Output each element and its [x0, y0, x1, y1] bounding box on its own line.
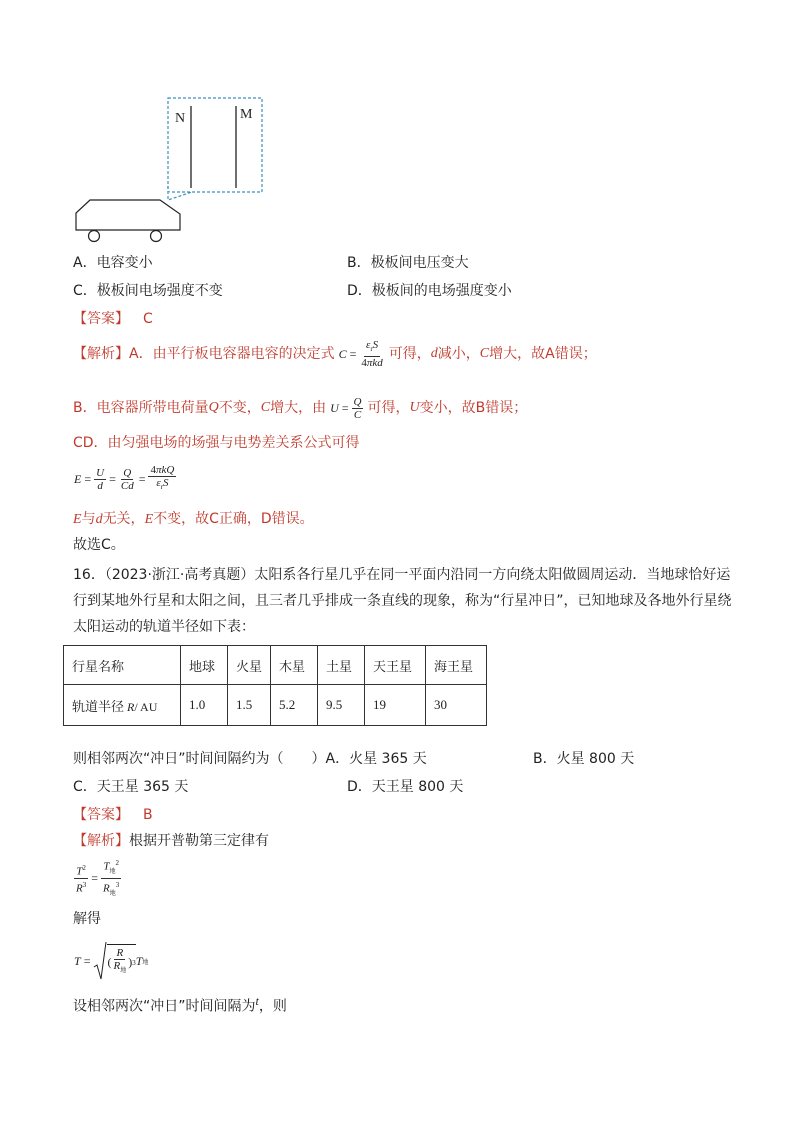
var-t: t [255, 994, 259, 1008]
q16-stem-line2: 行到某地外行星和太阳之间，且三者几乎排成一条直线的现象，称为“行星冲日”，已知地球及各地外行星绕 [73, 593, 732, 609]
var-r: R [127, 699, 135, 714]
table-cell: 1.0 [181, 685, 228, 726]
var-e: E [144, 512, 154, 527]
table-cell: 9.5 [318, 685, 365, 726]
analysis-q15-line4 [73, 510, 314, 529]
option-b: B．火星 800 天 [533, 751, 635, 767]
analysis-text: 不变， [218, 400, 261, 416]
var-d: d [430, 346, 438, 361]
q16-question [73, 750, 427, 768]
capacitance-formula: C = $\frac{\varepsilon_rS}{\text{4πkd}}$ [338, 339, 383, 369]
table-row [64, 646, 487, 685]
analysis-text: 根据开普勒第三定律有 [129, 833, 269, 849]
plate-m-label: M [240, 107, 253, 122]
var-u: U [409, 400, 420, 415]
analysis-text: 减小， [437, 346, 480, 362]
option-a: A．电容变小 [73, 255, 153, 271]
analysis-q15-line2 [73, 390, 527, 426]
callout-pointer [168, 186, 192, 200]
car-body [76, 200, 180, 230]
q16-stem-line1: 16．（2023·浙江·高考真题）太阳系各行星几乎在同一平面内沿同一方向绕太阳做圆周运动．当地球恰好运 [73, 567, 731, 583]
table-header-cell [64, 685, 181, 726]
unit-label: / AU [134, 699, 158, 714]
planet-radius-table [63, 645, 487, 726]
solve-label: 解得 [73, 911, 101, 927]
car-wheel-right [151, 231, 162, 242]
analysis-text: 增大，故A错误； [489, 346, 597, 362]
table-cell: 木星 [271, 646, 318, 685]
table-cell: 火星 [228, 646, 271, 685]
option-d: D．极板间的电场强度变小 [347, 283, 512, 299]
option-c: C．极板间电场强度不变 [73, 283, 223, 299]
table-cell: 30 [426, 685, 487, 726]
field-formula: E = $\frac{U}{d}$ = $\frac{Q}{Cd}$ = $\frac{\text{4πkQ}}{\varepsilon_rS}$ [74, 464, 175, 492]
question-text: 则相邻两次“冲日”时间间隔约为（ ） [73, 751, 326, 767]
analysis-text: 可得， [388, 346, 431, 362]
answer-q15 [73, 310, 153, 328]
table-cell: 天王星 [365, 646, 426, 685]
var-e: E [73, 512, 82, 527]
analysis-label: 【解析】 [73, 346, 129, 362]
q16-stem-line3: 太阳运动的轨道半径如下表： [73, 619, 255, 635]
analysis-text: 增大，由 [270, 400, 327, 416]
analysis-text: 可得， [367, 400, 410, 416]
analysis-text: 设相邻两次“冲日”时间间隔为 [73, 998, 256, 1015]
analysis-q15-line1 [73, 336, 597, 372]
answer-label: 【答案】 [73, 807, 129, 823]
analysis-q16-last [73, 992, 287, 1016]
voltage-formula: U = $\frac{Q}{C}$ [330, 395, 362, 421]
table-header-cell: 行星名称 [64, 646, 181, 685]
option-c: C．天王星 365 天 [73, 779, 189, 795]
var-q: Q [208, 400, 219, 415]
sqrt-symbol [93, 941, 107, 981]
period-formula: T = ( $\frac{R}{R_地}$ ) 3 T 地 [74, 938, 148, 984]
analysis-label: 【解析】 [73, 833, 129, 849]
analysis-text: ，则 [258, 998, 287, 1015]
table-cell: 5.2 [271, 685, 318, 726]
table-cell: 地球 [181, 646, 228, 685]
analysis-q16-line1 [73, 832, 269, 850]
table-cell: 19 [365, 685, 426, 726]
answer-q16 [73, 806, 153, 824]
analysis-text: 变小，故B错误； [419, 400, 528, 416]
var-d: d [95, 512, 103, 527]
row-label: 轨道半径 [72, 699, 125, 715]
conclusion-q15: 故选C。 [73, 537, 125, 553]
var-c: C [479, 346, 490, 361]
option-d: D．天王星 800 天 [347, 779, 464, 795]
option-b: B．极板间电压变大 [347, 255, 469, 271]
analysis-text: 与 [81, 511, 96, 527]
analysis-q15-line3: CD．由匀强电场的场强与电势差关系公式可得 [73, 435, 360, 451]
table-cell: 土星 [318, 646, 365, 685]
analysis-text: B．电容器所带电荷量 [73, 400, 209, 416]
plate-n-label: N [175, 111, 186, 126]
analysis-text: A．由平行板电容器电容的决定式 [129, 346, 335, 362]
car-wheel-left [89, 231, 100, 242]
kepler-formula: $\frac{T^2}{R^3}$ = $\frac{T_地^2}{R_地^3}$ [76, 858, 120, 897]
capacitor-car-diagram [72, 96, 272, 246]
table-row [64, 685, 487, 726]
analysis-text: 无关， [102, 511, 145, 527]
answer-label: 【答案】 [73, 311, 129, 327]
analysis-text: 不变，故C正确，D错误。 [153, 511, 314, 527]
table-cell: 海王星 [426, 646, 487, 685]
answer-value: C [143, 311, 153, 327]
var-c: C [260, 400, 271, 415]
table-cell: 1.5 [228, 685, 271, 726]
answer-value: B [143, 807, 153, 823]
option-a: A．火星 365 天 [325, 751, 427, 767]
